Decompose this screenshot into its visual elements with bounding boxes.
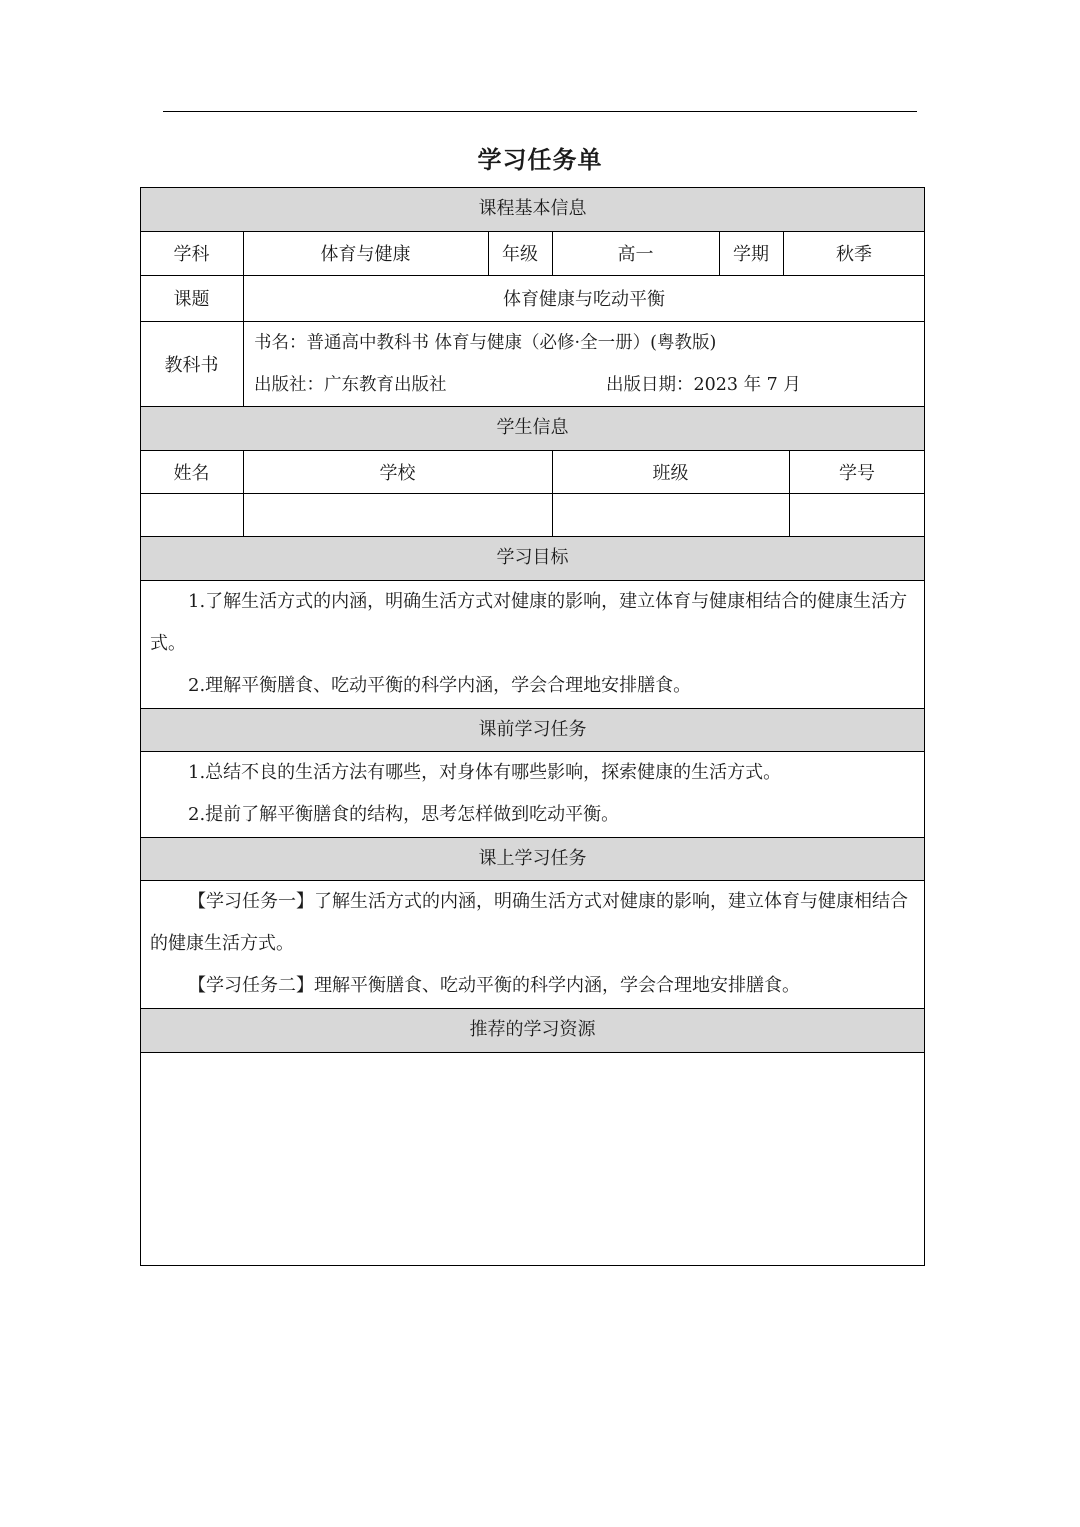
table-border	[924, 187, 925, 1266]
resources-header: 推荐的学习资源	[140, 1008, 925, 1052]
table-border	[140, 187, 141, 1266]
table-divider	[243, 450, 244, 536]
pre-task-item-2: 2.提前了解平衡膳食的结构，思考怎样做到吃动平衡。	[188, 804, 620, 825]
table-divider	[552, 450, 553, 536]
table-divider	[140, 880, 925, 881]
pre-task-item-1: 1.总结不良的生活方法有哪些，对身体有哪些影响，探索健康的生活方式。	[188, 762, 782, 783]
table-divider	[140, 450, 925, 451]
table-divider	[140, 275, 925, 276]
table-divider	[783, 231, 784, 275]
pre-tasks-header: 课前学习任务	[140, 708, 925, 752]
textbook-publish-date: 出版日期：2023 年 7 月	[606, 375, 801, 395]
grade-label: 年级	[502, 244, 538, 265]
header-rule	[163, 111, 917, 112]
term-label: 学期	[733, 244, 769, 265]
table-divider	[488, 231, 489, 275]
table-divider	[140, 837, 925, 838]
student-school-field[interactable]	[243, 493, 552, 536]
student-class-header: 班级	[652, 462, 689, 484]
term-value: 秋季	[836, 244, 872, 265]
course-info-header: 课程基本信息	[140, 187, 925, 231]
student-name-field[interactable]	[140, 493, 243, 536]
student-school-header: 学校	[379, 462, 416, 484]
table-divider	[140, 493, 925, 494]
goal-item-2: 2.理解平衡膳食、吃动平衡的科学内涵，学会合理地安排膳食。	[188, 675, 692, 696]
class-task-item-1: 【学习任务一】了解生活方式的内涵，明确生活方式对健康的影响，建立体育与健康相结合的健康生活方式。	[150, 891, 908, 954]
textbook-publisher: 出版社：广东教育出版社	[254, 375, 447, 395]
table-divider	[552, 231, 553, 275]
table-divider	[140, 1052, 925, 1053]
table-border	[140, 1265, 925, 1266]
grade-value: 高一	[617, 244, 654, 265]
subject-value: 体育与健康	[320, 244, 411, 265]
table-divider	[243, 231, 244, 406]
page-title: 学习任务单	[477, 146, 603, 174]
table-divider	[140, 536, 925, 537]
student-info-header: 学生信息	[140, 406, 925, 450]
goal-item-1: 1.了解生活方式的内涵，明确生活方式对健康的影响，建立体育与健康相结合的健康生活方式。	[150, 591, 908, 654]
table-divider	[719, 231, 720, 275]
table-divider	[140, 406, 925, 407]
table-divider	[789, 450, 790, 536]
textbook-label: 教科书	[164, 354, 219, 376]
table-divider	[140, 321, 925, 322]
subject-label: 学科	[173, 244, 210, 265]
textbook-name: 书名：普通高中教科书 体育与健康（必修·全一册）(粤教版)	[254, 333, 717, 353]
topic-label: 课题	[173, 289, 210, 310]
resources-area[interactable]	[140, 1052, 925, 1265]
student-id-header: 学号	[839, 462, 875, 484]
topic-value: 体育健康与吃动平衡	[503, 289, 665, 310]
table-border	[140, 187, 925, 188]
student-id-field[interactable]	[789, 493, 925, 536]
student-class-field[interactable]	[552, 493, 789, 536]
class-task-item-2: 【学习任务二】理解平衡膳食、吃动平衡的科学内涵，学会合理地安排膳食。	[188, 975, 800, 996]
table-divider	[140, 1008, 925, 1009]
goals-header: 学习目标	[140, 536, 925, 580]
table-divider	[140, 751, 925, 752]
table-divider	[140, 231, 925, 232]
student-name-header: 姓名	[173, 462, 210, 484]
class-tasks-header: 课上学习任务	[140, 837, 925, 881]
table-divider	[140, 580, 925, 581]
table-divider	[140, 708, 925, 709]
